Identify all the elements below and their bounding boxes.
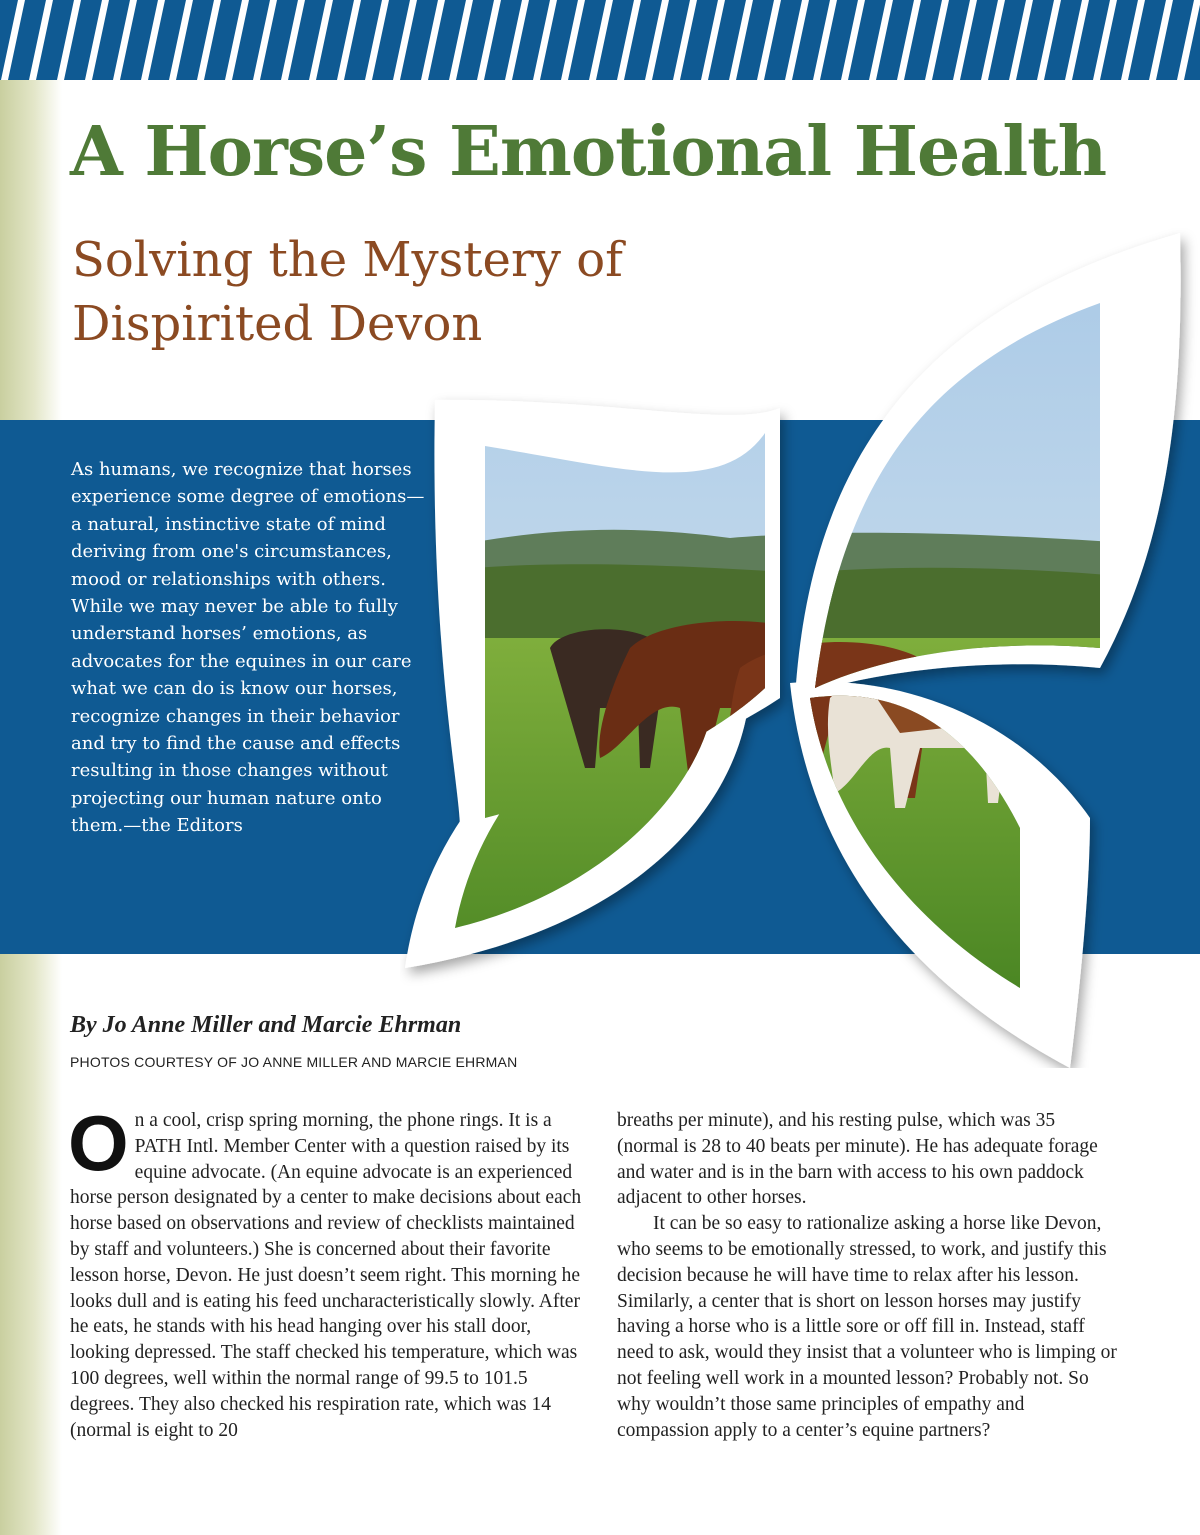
body-column-1 [68, 1099, 590, 1443]
drop-cap: O [68, 1099, 129, 1187]
body-paragraph-3: It can be so easy to rationalize asking a horse like Devon, who seems to be emotionally stressed, to work, and justify this decision because he will have time to relax after his lesson. Similarly, a center that is short on lesson horses may justify having a horse who is a little sore or off fill in. Instead, staff need to ask, would they insist that a volunteer who is limping or not feeling well work in a mounted lesson? Probably not. So why wouldn’t those same principles of empathy and compassion apply to a center’s equine partners? [617, 1213, 1117, 1441]
byline: By Jo Anne Miller and Marcie Ehrman [70, 1012, 462, 1038]
article-title: A Horse’s Emotional Health [70, 112, 1107, 192]
body-paragraph-2: breaths per minute), and his resting pulse, which was 35 (normal is 28 to 40 beats per minute). He has adequate forage and water and is in the barn with access to his own paddock adjacent to other horses. [617, 1110, 1098, 1209]
intro-text: As humans, we recognize that horses experience some degree of emotions—a natural, instinctive state of mind deriving from one's circumstances, mood or relationships with others. While we may never be able to fully understand horses’ emotions, as advocates for the equines in our care what we can do is know our horses, recognize changes in their behavior and try to find the cause and effects resulting in those changes without projecting our human nature onto them.—the Editors [71, 459, 425, 837]
article-subtitle: Solving the Mystery of Dispirited Devon [72, 232, 623, 352]
header-stripe-banner [0, 0, 1200, 80]
horse-photo-petal-graphic [400, 228, 1200, 1068]
body-paragraph-1: n a cool, crisp spring morning, the phone rings. It is a PATH Intl. Member Center with a question raised by its equine advocate. (An equine advocate is an experienced horse person designated by a center to make decisions about each horse based on observations and review of checklists maintained by staff and volunteers.) She is concerned about their favorite lesson horse, Devon. He just doesn’t seem right. This morning he looks dull and is eating his feed uncharacteristically slowly. After he eats, he stands with his head hanging over his stall door, looking depressed. The staff checked his temperature, which was 100 degrees, well within the normal range of 99.5 to 101.5 degrees. They also checked his respiration rate, which was 14 (normal is eight to 20 [70, 1110, 582, 1441]
photo-credit: PHOTOS COURTESY OF JO ANNE MILLER AND MARCIE EHRMAN [70, 1054, 518, 1070]
body-column-2 [617, 1108, 1117, 1443]
